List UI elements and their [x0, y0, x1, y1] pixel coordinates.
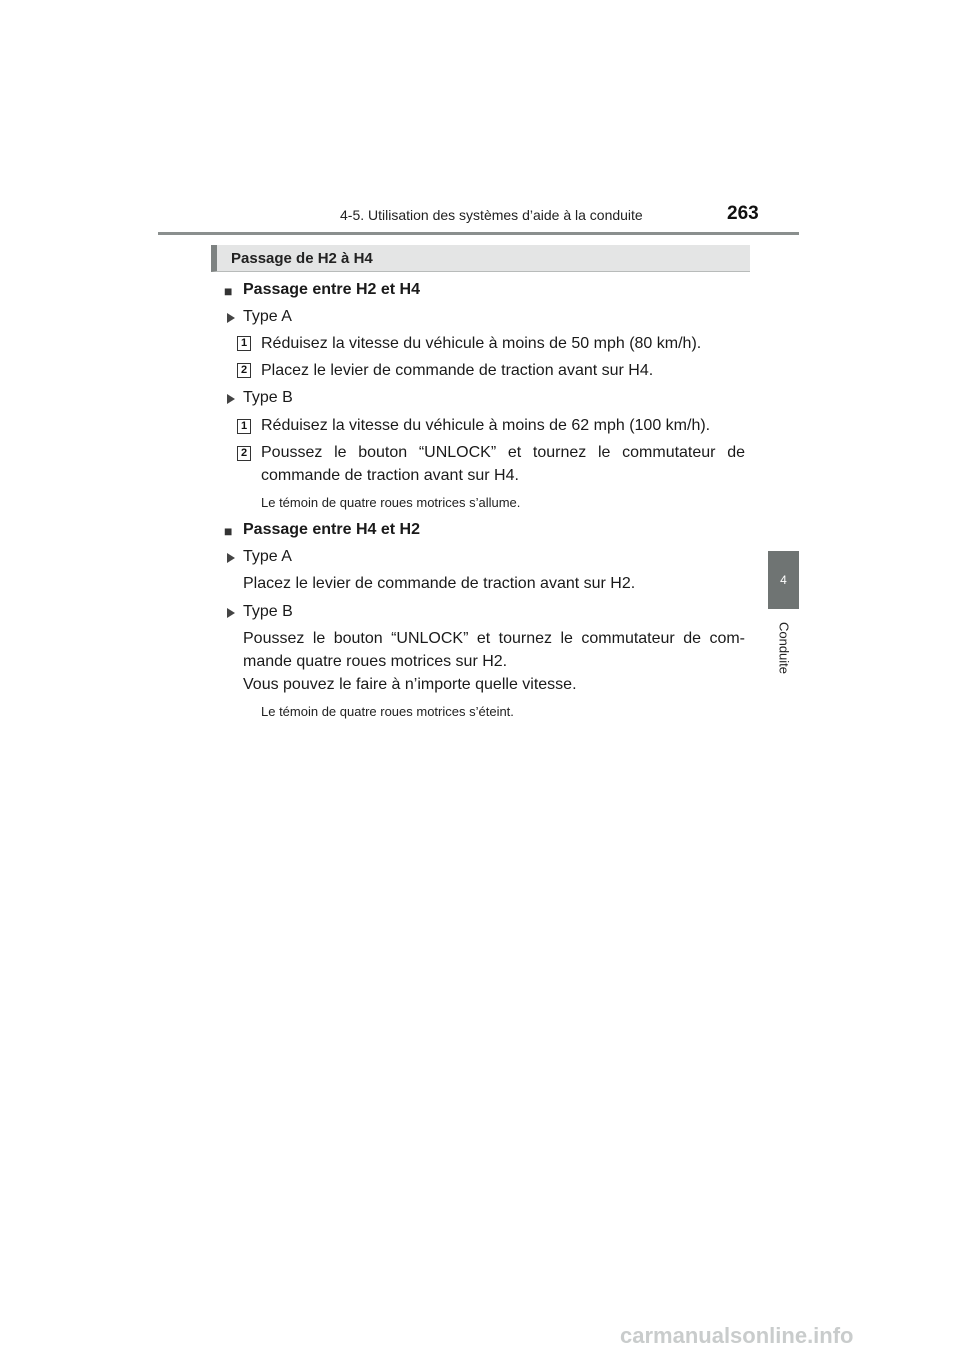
type-a-label: Type A [243, 548, 292, 565]
type-b-label: Type B [243, 389, 293, 406]
instruction-text: Poussez le bouton “UNLOCK” et tournez le commutateur de com- [243, 630, 745, 647]
note: Le témoin de quatre roues motrices s’éteint. [261, 704, 514, 719]
type-b-label: Type B [243, 603, 293, 620]
step-text: Placez le levier de commande de traction avant sur H4. [261, 362, 654, 379]
step-text: Poussez le bouton “UNLOCK” et tournez le commutateur de [261, 444, 745, 461]
triangle-bullet-icon [227, 608, 235, 618]
section-bar [211, 245, 750, 272]
running-header: 4-5. Utilisation des systèmes d’aide à la conduite [340, 207, 643, 223]
instruction-text-continued: mande quatre roues motrices sur H2. [243, 653, 508, 670]
step-number-box: 1 [237, 336, 251, 351]
step-text: Réduisez la vitesse du véhicule à moins de 50 mph (80 km/h). [261, 335, 702, 352]
instruction-text: Placez le levier de commande de traction avant sur H2. [243, 575, 636, 592]
header-divider [158, 232, 799, 235]
triangle-bullet-icon [227, 553, 235, 563]
subheading-h4-to-h2: Passage entre H4 et H2 [243, 521, 420, 538]
chapter-tab: 4 [768, 551, 799, 609]
page-number: 263 [727, 203, 759, 224]
type-a-label: Type A [243, 308, 292, 325]
subheading-h2-to-h4: Passage entre H2 et H4 [243, 281, 420, 298]
step-number-box: 1 [237, 419, 251, 434]
step-number-box: 2 [237, 446, 251, 461]
instruction-text-extra: Vous pouvez le faire à n’importe quelle vitesse. [243, 676, 577, 693]
triangle-bullet-icon [227, 313, 235, 323]
square-bullet-icon: ■ [224, 283, 233, 299]
chapter-label: Conduite [776, 621, 792, 675]
square-bullet-icon: ■ [224, 523, 233, 539]
section-title: Passage de H2 à H4 [231, 250, 373, 267]
step-text-continued: commande de traction avant sur H4. [261, 467, 519, 484]
triangle-bullet-icon [227, 394, 235, 404]
note: Le témoin de quatre roues motrices s’allume. [261, 495, 521, 510]
step-number-box: 2 [237, 363, 251, 378]
step-text: Réduisez la vitesse du véhicule à moins de 62 mph (100 km/h). [261, 417, 711, 434]
watermark: carmanualsonline.info [620, 1323, 854, 1348]
